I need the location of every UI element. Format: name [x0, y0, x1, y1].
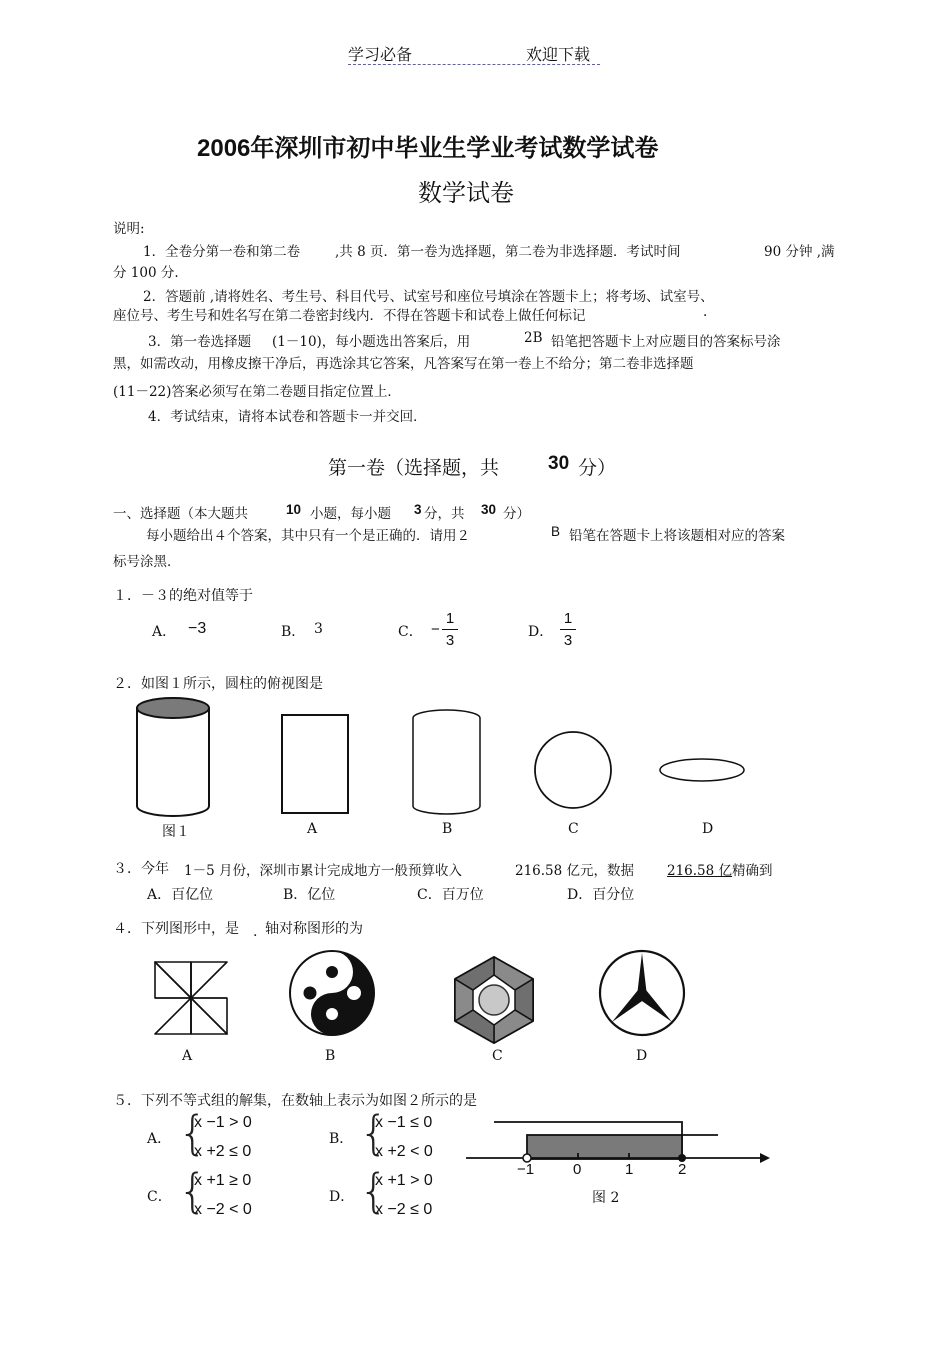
q1-option-b-label: B．: [281, 624, 306, 640]
axis-tick-1: 1: [625, 1161, 634, 1178]
q3-underlined-number: 216.58 亿: [667, 863, 733, 879]
q4-caption-c: C: [492, 1048, 503, 1064]
q3-stem-c: 216.58 亿元，数据: [515, 863, 635, 879]
part1-d: 3: [414, 502, 422, 517]
q5-option-d-line2: x −2 ≤ 0: [375, 1201, 433, 1218]
instruction-1c: 90 分钟 ,满: [764, 244, 835, 260]
q5-option-d-label: D．: [329, 1189, 355, 1205]
header-left: 学习必备: [348, 45, 413, 64]
instruction-3d: 铅笔把答题卡上对应题目的答案标号涂: [551, 334, 781, 350]
q2-caption-figure1: 图１: [162, 824, 190, 840]
q2-caption-d: D: [702, 821, 714, 837]
q5-option-a-line1: x −1 > 0: [194, 1114, 252, 1131]
q5-option-c-brace: {: [178, 1164, 208, 1218]
page-subtitle: 数学试卷: [418, 179, 514, 207]
q5-option-c-line1: x +1 ≥ 0: [194, 1172, 252, 1189]
instruction-3a: 3．第一卷选择题: [148, 334, 252, 350]
q5-option-c-line2: x −2 < 0: [194, 1201, 252, 1218]
section-heading-c: 分）: [578, 457, 617, 479]
q5-option-c-label: C．: [147, 1189, 172, 1205]
q3-stem-a: ３．今年: [113, 861, 169, 877]
q4-caption-a: A: [182, 1048, 193, 1064]
q2-stem: ２．如图１所示，圆柱的俯视图是: [113, 676, 323, 692]
q3-option-c: C．百万位: [417, 887, 484, 903]
q5-option-a-line2: x +2 ≤ 0: [194, 1143, 252, 1160]
q3-option-b: B．亿位: [283, 887, 336, 903]
page-title: 2006年深圳市初中毕业生学业考试数学试卷: [197, 135, 659, 162]
instructions-heading: 说明:: [113, 221, 145, 237]
q5-option-b-brace: {: [359, 1106, 389, 1160]
section-heading-b: 30: [548, 453, 570, 474]
part1-a: 一、选择题（本大题共: [113, 506, 248, 522]
q1-option-c-numerator: 1: [445, 610, 455, 627]
q4-stem-b: 轴对称图形的为: [265, 921, 363, 937]
header-right: 欢迎下载: [526, 45, 591, 64]
q1-option-d-denominator: 3: [563, 632, 573, 649]
part1-e: 分，共: [424, 506, 465, 522]
part1-line3: 标号涂黑．: [113, 554, 181, 570]
section-heading-a: 第一卷（选择题，共: [328, 457, 500, 479]
q1-option-d-label: D．: [528, 624, 554, 640]
q3-stem-e: 精确到: [732, 863, 773, 879]
q1-option-a-label: A．: [152, 624, 177, 640]
instruction-3b: (1－10)，每小题选出答案后，用: [272, 334, 471, 350]
q1-option-b-value: 3: [314, 621, 323, 637]
axis-tick-2: 2: [678, 1161, 687, 1178]
instruction-2b: 座位号、考生号和姓名写在第二卷密封线内．不得在答题卡和试卷上做任何标记: [113, 308, 586, 324]
q5-option-d-brace: {: [359, 1164, 389, 1218]
q1-stem: １．－３的绝对值等于: [113, 588, 253, 604]
instruction-3e: 黑，如需改动，用橡皮擦干净后，再选涂其它答案，凡答案写在第一卷上不给分；第二卷非选择题: [113, 356, 694, 372]
q2-caption-c: C: [568, 821, 579, 837]
part1-line2-c: 铅笔在答题卡上将该题相对应的答案: [569, 528, 785, 544]
instruction-2a: 2．答题前 ,请将姓名、考生号、科目代号、试室号和座位号填涂在答题卡上；将考场、试室号、: [143, 289, 714, 305]
instruction-3f: (11－22)答案必须写在第二卷题目指定位置上．: [113, 384, 401, 400]
q1-option-d-numerator: 1: [563, 610, 573, 627]
q4-stem-a: ４．下列图形中，是: [113, 921, 239, 937]
q1-option-c-sign: −: [431, 621, 440, 638]
q4-caption-d: D: [636, 1048, 648, 1064]
q2-caption-b: B: [442, 821, 453, 837]
part1-line2-a: 每小题给出４个答案，其中只有一个是正确的．请用２: [146, 528, 470, 544]
part1-line2-b: B: [551, 524, 561, 539]
instruction-1d: 分 100 分.: [113, 265, 179, 281]
q4-stem-dot: .: [253, 924, 258, 940]
instruction-3c: 2B: [524, 330, 543, 346]
q5-option-b-line1: x −1 ≤ 0: [375, 1114, 433, 1131]
figure2-caption: 图 2: [592, 1190, 620, 1206]
part1-f: 30: [481, 502, 497, 517]
instruction-1b: ,共 8 页．第一卷为选择题，第二卷为非选择题．考试时间: [335, 244, 681, 260]
q2-caption-a: A: [307, 821, 318, 837]
q5-option-a-label: A．: [147, 1131, 172, 1147]
axis-tick-0: 0: [573, 1161, 582, 1178]
q3-option-a: A．百亿位: [147, 887, 214, 903]
q3-option-d: D．百分位: [567, 887, 635, 903]
instruction-1a: 1．全卷分第一卷和第二卷: [143, 244, 301, 260]
part1-g: 分）: [503, 506, 530, 522]
q3-stem-b: 1－5 月份，深圳市累计完成地方一般预算收入: [184, 863, 462, 879]
q5-option-d-line1: x +1 > 0: [375, 1172, 433, 1189]
q1-option-c-denominator: 3: [445, 632, 455, 649]
axis-tick-minus1: −1: [517, 1161, 535, 1178]
q5-option-b-label: B．: [329, 1131, 354, 1147]
instruction-4: 4．考试结束，请将本试卷和答题卡一并交回．: [148, 409, 427, 425]
q5-option-a-brace: {: [178, 1106, 208, 1160]
q4-caption-b: B: [325, 1048, 336, 1064]
q1-option-a-value: −3: [188, 620, 207, 637]
q5-stem: ５．下列不等式组的解集，在数轴上表示为如图２所示的是: [113, 1093, 477, 1109]
part1-c: 小题，每小题: [310, 506, 391, 522]
q5-option-b-line2: x +2 < 0: [375, 1143, 433, 1160]
instruction-2c: .: [703, 304, 708, 320]
part1-b: 10: [286, 502, 302, 517]
q1-option-c-label: C．: [398, 624, 423, 640]
